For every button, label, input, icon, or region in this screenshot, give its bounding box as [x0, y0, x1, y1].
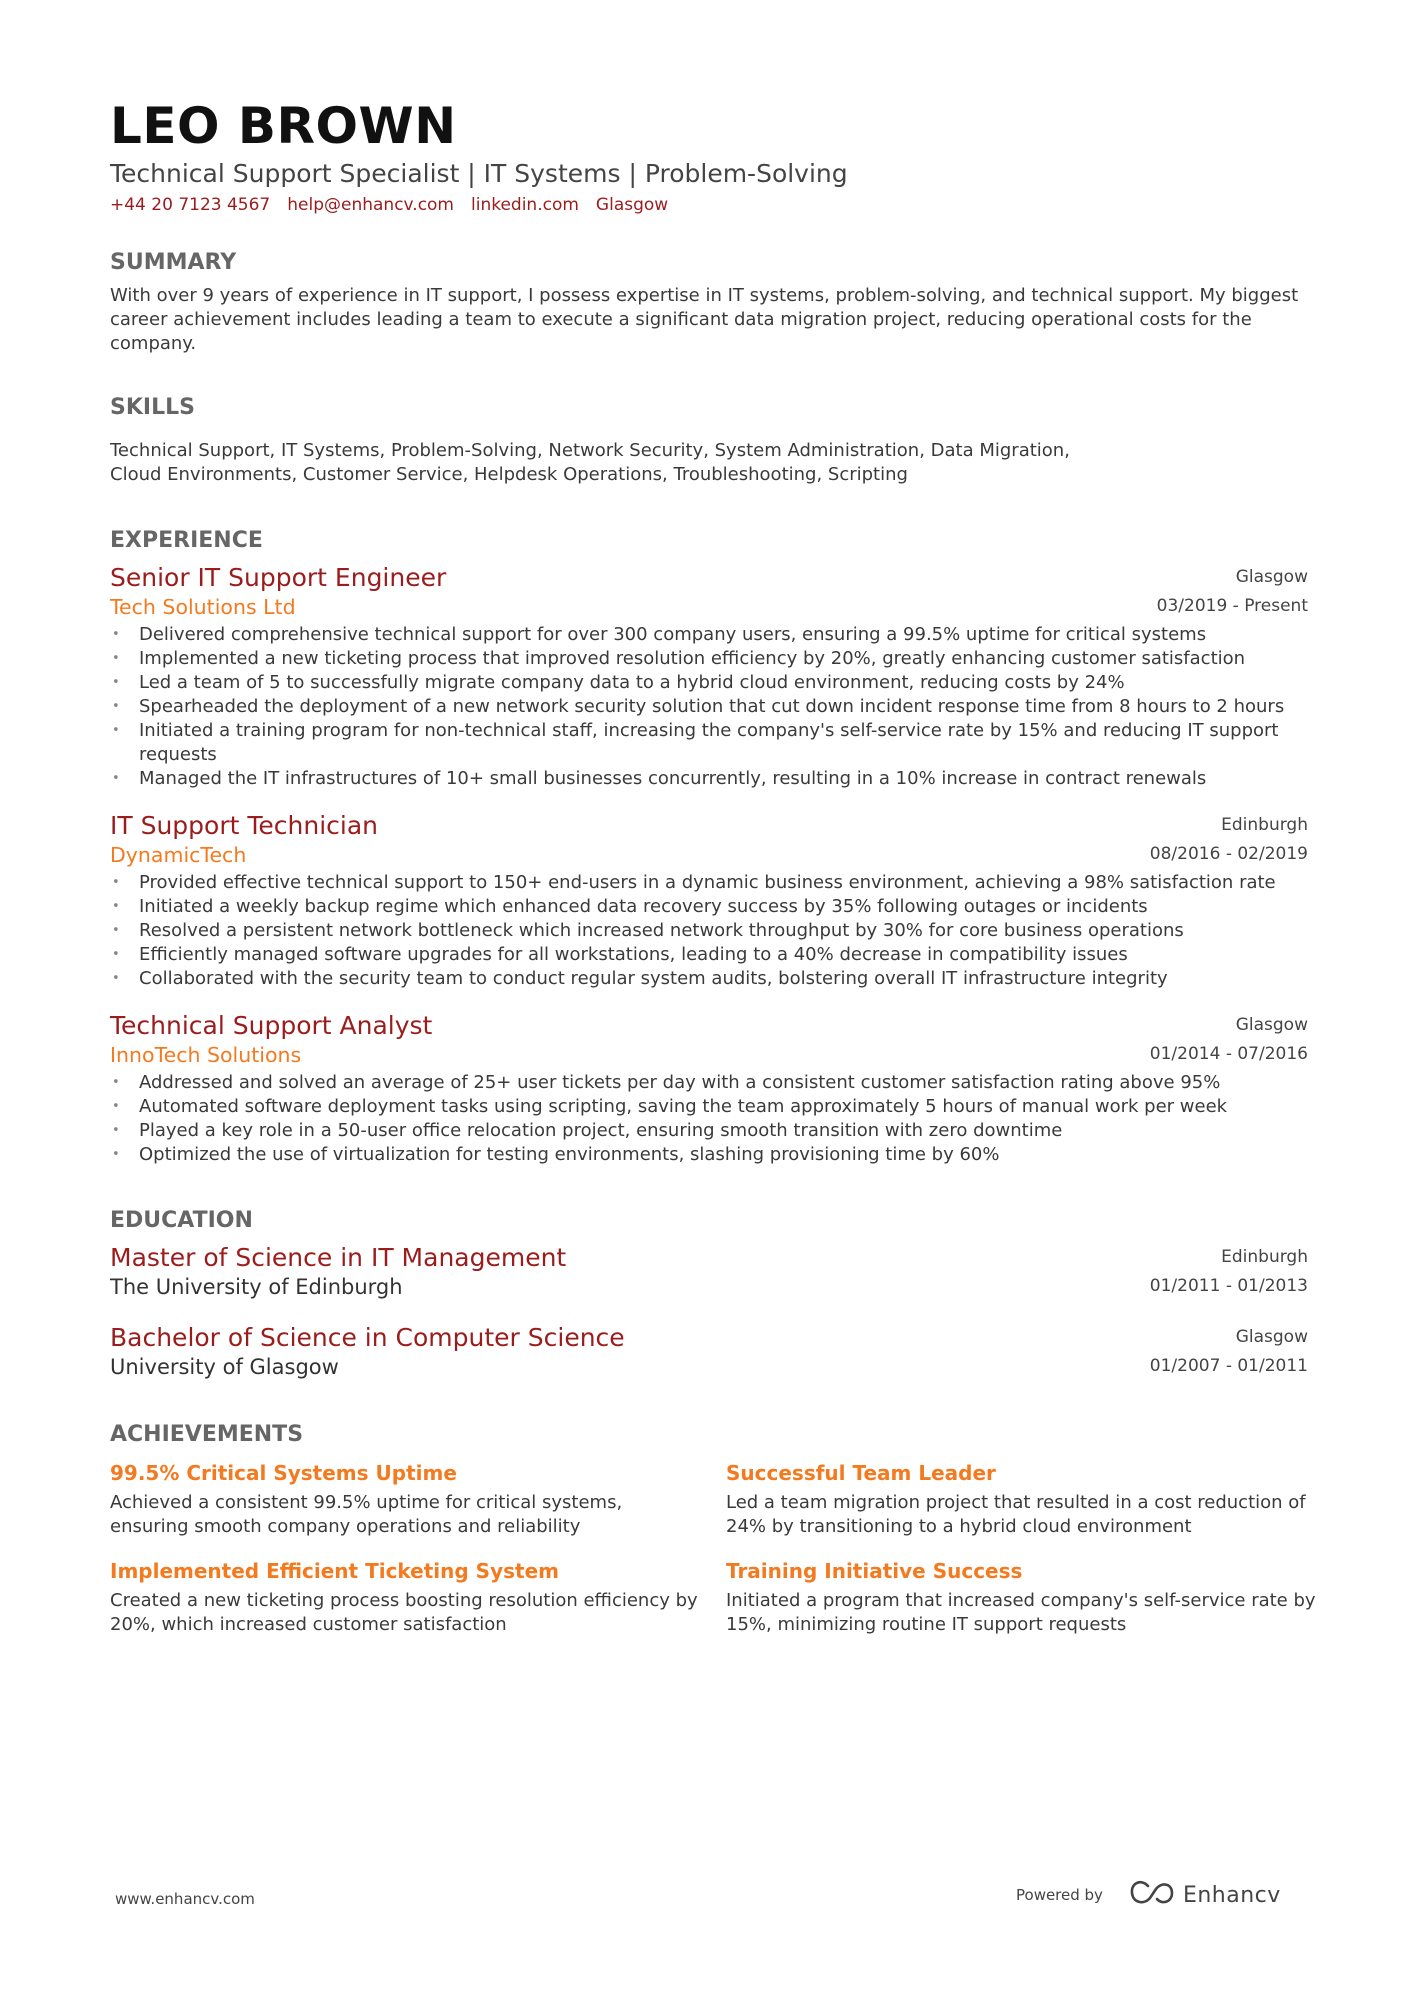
list-item: • Efficiently managed software upgrades for all workstations, leading to a 40% decrease in compatibility issues: [110, 943, 1308, 967]
skills-line: Cloud Environments, Customer Service, Helpdesk Operations, Troubleshooting, Scripting: [110, 464, 908, 485]
linkedin-link[interactable]: linkedin.com: [471, 195, 579, 215]
list-item: • Provided effective technical support to 150+ end-users in a dynamic business environment, achieving a 98% satisfaction rate: [110, 871, 1308, 895]
list-item: • Resolved a persistent network bottleneck which increased network throughput by 30% for core business operations: [110, 919, 1308, 943]
degree-title: Master of Science in IT Management: [110, 1243, 567, 1272]
job-dates: 01/2014 - 07/2016: [1149, 1044, 1308, 1064]
job-location: Glasgow: [1235, 1015, 1308, 1035]
list-item: • Played a key role in a 50-user office relocation project, ensuring smooth transition with zero downtime: [110, 1119, 1308, 1143]
contact-info: [110, 192, 1308, 218]
achievement-item: [110, 1557, 726, 1637]
company-name: InnoTech Solutions: [110, 1043, 302, 1067]
section-heading: SUMMARY: [110, 250, 237, 275]
email-link[interactable]: help@enhancv.com: [287, 195, 454, 215]
list-item: • Optimized the use of virtualization for testing environments, slashing provisioning time by 60%: [110, 1143, 1308, 1167]
section-heading: EXPERIENCE: [110, 528, 263, 553]
achievements-section: [110, 1421, 1316, 1637]
list-item: • Automated software deployment tasks using scripting, saving the team approximately 5 hours of manual work per week: [110, 1095, 1308, 1119]
achievement-item: [726, 1459, 1308, 1539]
footer-branding: [1016, 1880, 1281, 1910]
achievement-title: Successful Team Leader: [726, 1461, 996, 1485]
job-meta: [1150, 811, 1308, 869]
list-item: • Implemented a new ticketing process that improved resolution efficiency by 20%, greatly enhancing customer satisfaction: [110, 647, 1308, 671]
job-location: Glasgow: [1235, 567, 1308, 587]
list-item: • Collaborated with the security team to conduct regular system audits, bolstering overall IT infrastructure integrity: [110, 967, 1308, 991]
enhancv-logo-text: Enhancv: [1182, 1882, 1281, 1908]
job-title: Technical Support Analyst: [110, 1011, 433, 1040]
job-entry: [110, 563, 1308, 791]
powered-by-text: Powered by: [1016, 1886, 1103, 1904]
education-dates: 01/2007 - 01/2011: [1149, 1356, 1308, 1376]
section-heading: EDUCATION: [110, 1208, 253, 1233]
company-name: DynamicTech: [110, 843, 247, 867]
achievement-title: Implemented Efficient Ticketing System: [110, 1559, 559, 1583]
summary-text: With over 9 years of experience in IT support, I possess expertise in IT systems, problem-solving, and technical support. My biggest career achievement includes leading a team to execute a significant data migration project, reducing operational costs for the company.: [110, 285, 1299, 354]
achievement-desc: Created a new ticketing process boosting resolution efficiency by 20%, which increased customer satisfaction: [110, 1590, 698, 1635]
education-dates: 01/2011 - 01/2013: [1149, 1276, 1308, 1296]
job-entry: [110, 811, 1308, 991]
job-meta: [1157, 563, 1308, 621]
job-bullets: [110, 623, 1308, 791]
education-entry: [110, 1323, 1308, 1381]
list-item: • Addressed and solved an average of 25+ user tickets per day with a consistent customer satisfaction rating above 95%: [110, 1071, 1308, 1095]
enhancv-logo-icon: [1129, 1880, 1175, 1910]
job-dates: 08/2016 - 02/2019: [1149, 844, 1308, 864]
resume-header: [110, 96, 1308, 218]
education-entry: [110, 1243, 1308, 1301]
education-meta: [1150, 1243, 1308, 1301]
summary-section: [110, 249, 1308, 356]
achievement-title: 99.5% Critical Systems Uptime: [110, 1461, 457, 1485]
achievement-desc: Initiated a program that increased company's self-service rate by 15%, minimizing routine IT support requests: [726, 1590, 1316, 1635]
list-item: • Delivered comprehensive technical support for over 300 company users, ensuring a 99.5% uptime for critical systems: [110, 623, 1308, 647]
candidate-name: LEO BROWN: [110, 97, 457, 155]
achievement-desc: Achieved a consistent 99.5% uptime for critical systems, ensuring smooth company operations and reliability: [110, 1492, 623, 1537]
achievements-grid: [110, 1459, 1316, 1637]
job-title: Senior IT Support Engineer: [110, 563, 447, 592]
education-meta: [1150, 1323, 1308, 1381]
skills-list: [110, 439, 1308, 487]
degree-title: Bachelor of Science in Computer Science: [110, 1323, 625, 1352]
job-location: Edinburgh: [1221, 815, 1308, 835]
resume-page: [110, 96, 1316, 1637]
skills-line: Technical Support, IT Systems, Problem-Solving, Network Security, System Administration, Data Migration,: [110, 440, 1070, 461]
education-location: Edinburgh: [1221, 1247, 1308, 1267]
education-location: Glasgow: [1235, 1327, 1308, 1347]
list-item: • Initiated a training program for non-technical staff, increasing the company's self-service rate by 15% and reducing IT support requests: [110, 719, 1308, 767]
candidate-title: Technical Support Specialist | IT Systems | Problem-Solving: [110, 159, 848, 188]
location-text: Glasgow: [595, 195, 669, 215]
enhancv-logo[interactable]: [1129, 1880, 1281, 1910]
list-item: • Initiated a weekly backup regime which enhanced data recovery success by 35% following outages or incidents: [110, 895, 1308, 919]
experience-section: [110, 527, 1308, 1167]
school-name: The University of Edinburgh: [110, 1275, 403, 1299]
achievement-item: [726, 1557, 1316, 1637]
school-name: University of Glasgow: [110, 1355, 339, 1379]
education-section: [110, 1207, 1308, 1381]
achievement-desc: Led a team migration project that resulted in a cost reduction of 24% by transitioning to a hybrid cloud environment: [726, 1492, 1306, 1537]
job-entry: [110, 1011, 1308, 1167]
footer-website-link[interactable]: www.enhancv.com: [115, 1890, 255, 1908]
skills-section: [110, 394, 1308, 487]
job-dates: 03/2019 - Present: [1156, 596, 1308, 616]
section-heading: SKILLS: [110, 395, 195, 420]
job-bullets: [110, 871, 1308, 991]
company-name: Tech Solutions Ltd: [110, 595, 296, 619]
job-meta: [1150, 1011, 1308, 1069]
list-item: • Spearheaded the deployment of a new network security solution that cut down incident response time from 8 hours to 2 hours: [110, 695, 1308, 719]
job-bullets: [110, 1071, 1308, 1167]
list-item: • Managed the IT infrastructures of 10+ small businesses concurrently, resulting in a 10% increase in contract renewals: [110, 767, 1308, 791]
job-title: IT Support Technician: [110, 811, 379, 840]
list-item: • Led a team of 5 to successfully migrate company data to a hybrid cloud environment, reducing costs by 24%: [110, 671, 1308, 695]
section-heading: ACHIEVEMENTS: [110, 1422, 304, 1447]
achievement-title: Training Initiative Success: [726, 1559, 1023, 1583]
phone-link[interactable]: +44 20 7123 4567: [110, 195, 271, 215]
achievement-item: [110, 1459, 726, 1539]
